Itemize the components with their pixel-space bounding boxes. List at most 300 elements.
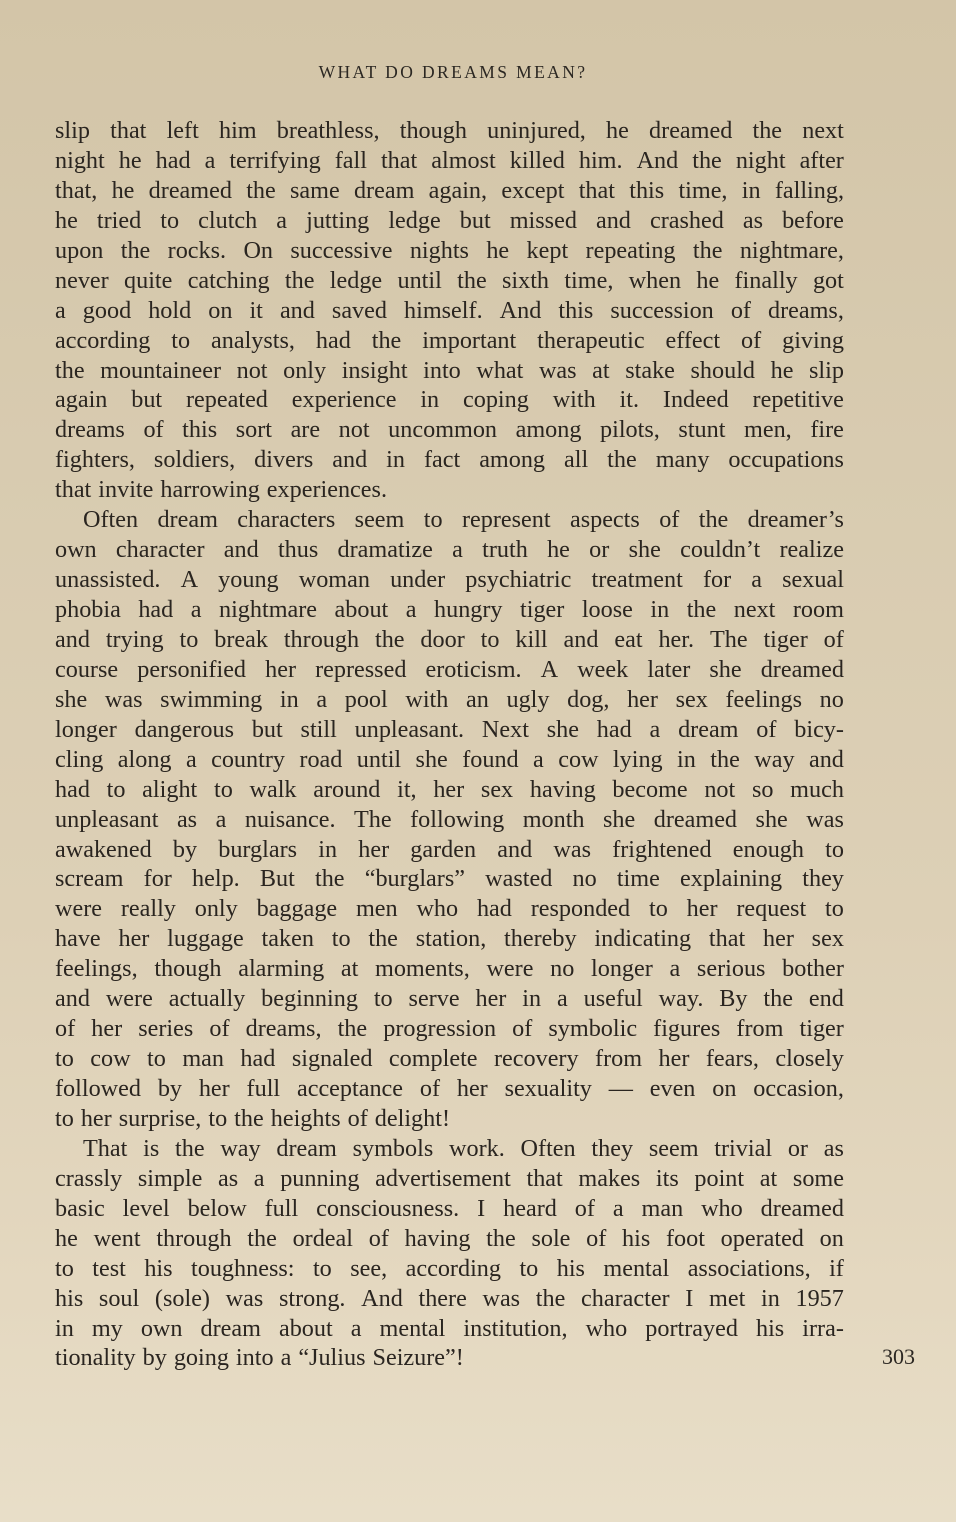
word: dreamed	[760, 1194, 844, 1222]
word: treatment	[591, 566, 683, 594]
text-line	[55, 864, 844, 894]
word: this	[182, 416, 218, 444]
text-line	[55, 445, 844, 475]
word: portrayed	[645, 1314, 738, 1342]
word: this	[629, 176, 665, 204]
word: and	[563, 625, 599, 653]
word: until	[397, 266, 442, 294]
word: sort	[235, 416, 272, 444]
word: heights	[270, 1104, 341, 1132]
word: and	[55, 625, 90, 653]
word: was	[806, 805, 844, 833]
word: among	[515, 416, 582, 444]
word: alight	[142, 775, 198, 803]
word: it.	[619, 386, 640, 414]
text-line	[55, 266, 844, 296]
word: occupations	[728, 446, 844, 474]
word: baggage	[256, 895, 338, 923]
word: tried	[96, 206, 142, 234]
word: mountaineer	[100, 356, 222, 384]
paragraph	[55, 1134, 844, 1374]
word: moments,	[375, 955, 470, 983]
word: to	[648, 895, 668, 923]
word: that	[708, 925, 746, 953]
word: I	[477, 1194, 486, 1222]
text-line	[55, 1224, 844, 1254]
text-line	[55, 296, 844, 326]
word: And	[499, 296, 542, 324]
word: except	[501, 176, 565, 204]
word: according	[405, 1254, 501, 1282]
word: way	[754, 745, 795, 773]
word: By	[719, 985, 748, 1013]
word: symbolic	[548, 1015, 638, 1043]
word: it,	[397, 775, 417, 803]
word: character	[115, 536, 205, 564]
word: level	[122, 1194, 170, 1222]
word: who	[416, 895, 459, 923]
text-line	[55, 894, 844, 924]
word: sexual	[782, 566, 844, 594]
word: sex	[675, 685, 708, 713]
word: pilots,	[600, 416, 660, 444]
word: of	[574, 1194, 595, 1222]
word: A	[180, 566, 199, 594]
word: dreams	[55, 416, 125, 444]
word: ugly	[506, 685, 550, 713]
word: repeating	[585, 236, 676, 264]
word: even	[649, 1075, 696, 1102]
word: about	[334, 596, 389, 623]
word: night	[735, 146, 786, 174]
word: along	[117, 745, 172, 773]
word: my	[91, 1314, 123, 1342]
text-line	[55, 715, 844, 745]
word: rocks.	[167, 236, 227, 264]
word: dream	[276, 1134, 337, 1162]
word: but	[131, 386, 163, 414]
word: full	[264, 1194, 299, 1222]
word: a	[751, 566, 763, 594]
word: scream	[55, 865, 124, 893]
word: cling	[55, 745, 104, 773]
word: its	[655, 1164, 679, 1192]
word: signaled	[291, 1045, 373, 1073]
word: her	[91, 1015, 123, 1043]
word: the	[457, 266, 487, 294]
word: bicy-	[794, 715, 844, 743]
word: had	[596, 715, 632, 743]
word: had	[476, 895, 512, 923]
word: of	[419, 1075, 441, 1102]
word: aspects	[569, 506, 640, 534]
word: his	[144, 1254, 173, 1282]
word: truth	[482, 536, 528, 564]
word: strong.	[278, 1284, 346, 1312]
word: slip	[55, 117, 90, 144]
word: in	[677, 745, 696, 773]
word: the	[55, 356, 85, 384]
word: figures	[653, 1015, 721, 1043]
text-line	[55, 326, 844, 356]
word: in	[760, 1284, 780, 1312]
word: sixth	[501, 266, 550, 294]
word: her	[358, 835, 390, 863]
word: beginning	[261, 985, 358, 1013]
word: sexuality	[504, 1075, 592, 1102]
word: I	[685, 1284, 694, 1312]
word: The	[709, 625, 748, 653]
text-line	[55, 206, 844, 236]
word: crashed	[649, 206, 724, 234]
word: went	[93, 1224, 141, 1252]
word: of	[823, 625, 844, 653]
word: thereby	[504, 925, 577, 953]
word: serious	[696, 955, 766, 983]
word: what	[476, 356, 524, 384]
word: the	[284, 266, 315, 294]
word: the	[368, 925, 398, 953]
word: dreamed	[760, 655, 844, 683]
text-line	[55, 415, 844, 445]
word: fighters,	[55, 446, 135, 474]
word: nightmare,	[739, 236, 844, 264]
word: left	[166, 117, 199, 144]
word: her	[475, 985, 507, 1013]
word: soul	[98, 1284, 140, 1312]
text-line	[55, 236, 844, 266]
word: that	[55, 476, 92, 504]
word: had	[138, 596, 174, 623]
word: in	[318, 835, 338, 863]
word: advertisement	[375, 1164, 511, 1192]
word: garden	[410, 835, 477, 863]
word: she	[546, 715, 579, 743]
word: who	[701, 1194, 743, 1222]
word: or	[589, 536, 610, 564]
word: and	[808, 745, 844, 773]
word: going	[173, 1344, 229, 1372]
text-line	[55, 1044, 844, 1074]
word: the	[692, 146, 722, 174]
word: to	[171, 326, 191, 354]
text-line	[55, 655, 844, 685]
word: dreamed	[148, 176, 232, 204]
word: she	[628, 536, 661, 564]
word: by	[157, 1075, 182, 1102]
word: got	[812, 266, 844, 294]
word: unassisted.	[55, 566, 161, 594]
word: Often	[520, 1134, 576, 1162]
word: stake	[625, 356, 675, 384]
word: for	[702, 566, 732, 594]
word: responded	[530, 895, 631, 923]
word: experiences.	[266, 476, 387, 504]
word: a	[612, 1194, 624, 1222]
word: eroticism.	[425, 655, 522, 683]
word: effect	[665, 326, 721, 354]
text-line	[55, 984, 844, 1014]
word: unpleasant.	[354, 715, 465, 743]
word: through	[156, 1224, 232, 1252]
word: kept	[526, 236, 569, 264]
word: as	[217, 1164, 239, 1192]
word: A	[540, 655, 559, 683]
word: he	[606, 117, 629, 144]
word: into	[423, 356, 461, 384]
word: are	[290, 416, 321, 444]
text-line	[55, 565, 844, 595]
text-line	[55, 954, 844, 984]
word: heard	[503, 1194, 557, 1222]
word: makes	[578, 1164, 641, 1192]
page-number: 303	[882, 1344, 915, 1369]
word: way	[220, 1134, 261, 1162]
text-line	[55, 356, 844, 386]
word: that	[578, 176, 615, 204]
word: his	[622, 1224, 651, 1252]
word: a	[185, 745, 197, 773]
word: nuisance.	[244, 805, 336, 833]
word: sole	[531, 1224, 571, 1252]
word: a	[350, 1314, 362, 1342]
word: breathless,	[276, 117, 380, 144]
word: had	[315, 326, 351, 354]
word: the	[763, 985, 793, 1013]
text-line	[55, 146, 844, 176]
word: full	[246, 1075, 281, 1102]
word: some	[792, 1164, 844, 1192]
word: wasted	[485, 865, 553, 893]
word: mental	[603, 1254, 670, 1282]
word: symbols	[352, 1134, 434, 1162]
word: punning	[280, 1164, 360, 1192]
word: tiger	[799, 1015, 844, 1043]
word: recovery	[493, 1045, 579, 1073]
word: the	[234, 1104, 264, 1132]
word: time,	[564, 266, 614, 294]
word: basic	[55, 1194, 105, 1222]
word: dreamed	[653, 805, 738, 833]
word: next	[733, 596, 776, 623]
word: of	[586, 1224, 607, 1252]
word: she	[415, 745, 448, 773]
word: ledge	[329, 266, 383, 294]
word: as	[742, 206, 764, 234]
word: associations,	[687, 1254, 811, 1282]
word: to	[106, 775, 126, 803]
word: he	[696, 266, 720, 294]
word: clutch	[198, 206, 258, 234]
word: week	[577, 655, 629, 683]
text-line	[55, 1314, 844, 1344]
word: about	[278, 1314, 333, 1342]
word: burglars	[218, 835, 298, 863]
word: man	[641, 1194, 684, 1222]
word: foot	[665, 1224, 705, 1252]
word: were	[55, 895, 102, 923]
word: way.	[658, 985, 704, 1013]
word: before	[782, 206, 844, 234]
word: was	[225, 1284, 264, 1312]
word: course	[55, 655, 119, 683]
word: Next	[481, 715, 529, 743]
word: falling,	[774, 176, 844, 204]
word: bother	[782, 955, 844, 983]
word: in	[420, 386, 440, 414]
word: her	[433, 775, 465, 803]
word: nightmare	[218, 596, 318, 623]
word: of	[55, 1015, 76, 1043]
word: have	[55, 925, 101, 953]
word: he	[55, 206, 78, 234]
text-line	[55, 385, 844, 415]
word: a	[276, 206, 288, 234]
word: after	[799, 146, 844, 174]
word: repetitive	[752, 386, 844, 414]
text-line	[55, 505, 844, 535]
word: on	[208, 296, 233, 324]
word: seem	[354, 506, 405, 534]
word: he	[770, 356, 794, 384]
word: “burglars”	[364, 865, 465, 893]
word: around	[313, 775, 381, 803]
word: And	[361, 1284, 403, 1312]
word: to	[331, 925, 351, 953]
text-line	[55, 775, 844, 805]
word: experience	[291, 386, 397, 414]
word: uncommon	[388, 416, 498, 444]
word: tionality	[55, 1344, 136, 1372]
word: “Julius	[298, 1344, 366, 1372]
word: from	[736, 1015, 784, 1043]
word: below	[187, 1194, 247, 1222]
word: nights	[409, 236, 469, 264]
word: —	[608, 1075, 633, 1102]
word: so	[751, 775, 774, 803]
word: successive	[290, 236, 393, 264]
word: dreamed	[649, 117, 733, 144]
word: this	[558, 296, 594, 324]
word: and	[595, 206, 631, 234]
word: again,	[428, 176, 488, 204]
word: had	[55, 775, 90, 803]
word: personified	[137, 655, 247, 683]
word: the	[337, 1015, 368, 1043]
word: character	[581, 1284, 670, 1312]
word: terrifying	[229, 146, 321, 174]
word: fire	[810, 416, 844, 444]
word: to	[160, 206, 180, 234]
word: were	[105, 985, 153, 1013]
word: swimming	[160, 685, 263, 713]
word: trivial	[714, 1134, 773, 1162]
word: only	[194, 895, 238, 923]
word: seem	[648, 1134, 699, 1162]
word: walk	[249, 775, 297, 803]
word: to	[480, 625, 500, 653]
body-text	[55, 116, 844, 1373]
text-line	[55, 595, 844, 625]
word: his	[755, 1314, 785, 1342]
word: the	[752, 117, 783, 144]
word: awakened	[55, 835, 152, 863]
text-line	[55, 475, 844, 505]
word: upon	[55, 236, 104, 264]
word: On	[243, 236, 274, 264]
text-line	[55, 625, 844, 655]
word: giving	[782, 326, 844, 354]
word: in	[522, 985, 542, 1013]
word: was	[104, 685, 143, 713]
word: hold	[148, 296, 192, 324]
word: in	[55, 1314, 74, 1342]
word: repressed	[315, 655, 407, 683]
word: killed	[509, 146, 565, 174]
word: finally	[734, 266, 798, 294]
word: irra-	[802, 1314, 844, 1342]
word: her	[265, 655, 296, 683]
word: to	[179, 625, 199, 653]
word: tiger	[520, 596, 565, 623]
word: a	[669, 955, 681, 983]
word: a	[280, 1344, 292, 1372]
word: institution,	[463, 1314, 568, 1342]
word: on	[819, 1224, 844, 1252]
word: is	[143, 1134, 160, 1162]
word: represent	[461, 506, 551, 534]
word: fall	[334, 146, 367, 174]
word: the	[246, 176, 276, 204]
word: realize	[779, 536, 844, 564]
word: he	[55, 1224, 78, 1252]
word: for	[143, 865, 172, 893]
word: country	[211, 745, 285, 773]
word: but	[251, 715, 283, 743]
word: night	[55, 146, 105, 174]
word: and	[279, 296, 315, 324]
word: important	[422, 326, 517, 354]
word: fears,	[705, 1045, 759, 1073]
word: jutting	[306, 206, 370, 234]
word: when	[628, 266, 682, 294]
word: enough	[732, 835, 804, 863]
text-line	[55, 1074, 844, 1104]
word: he	[118, 146, 142, 174]
word: closely	[775, 1045, 844, 1073]
word: again	[55, 386, 108, 414]
word: of	[756, 715, 777, 743]
word: quite	[124, 266, 173, 294]
word: sex	[480, 775, 514, 803]
word: to	[423, 506, 443, 534]
word: And	[636, 146, 679, 174]
word: Seizure”!	[372, 1344, 464, 1372]
word: having	[404, 1224, 471, 1252]
word: no	[550, 955, 575, 983]
text-line	[55, 1194, 844, 1224]
word: good	[82, 296, 132, 324]
word: acceptance	[296, 1075, 404, 1102]
word: operated	[720, 1224, 804, 1252]
word: coping	[463, 386, 529, 414]
word: sex	[811, 925, 844, 953]
word: see,	[350, 1254, 388, 1282]
word: they	[591, 1134, 634, 1162]
word: and	[332, 446, 368, 474]
word: The	[354, 805, 392, 833]
word: until	[356, 745, 402, 773]
